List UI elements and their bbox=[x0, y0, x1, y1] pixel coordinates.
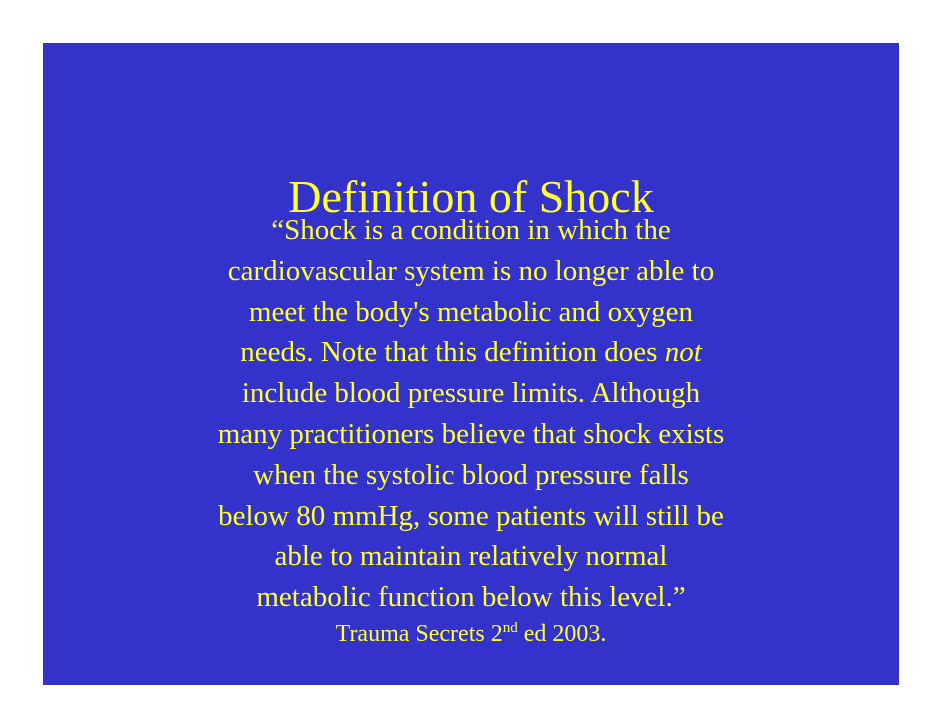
quote-line-3: meet the body's metabolic and oxygen bbox=[248, 295, 694, 328]
citation-prefix: Trauma Secrets 2 bbox=[335, 621, 503, 647]
quote-line-9: able to maintain relatively normal bbox=[274, 540, 668, 573]
quote-line-8: below 80 mmHg, some patients will still be bbox=[218, 499, 724, 532]
slide-title: Definition of Shock bbox=[288, 171, 654, 222]
slide bbox=[43, 43, 899, 685]
quote-line-7: when the systolic blood pressure falls bbox=[253, 458, 689, 491]
definition-quote bbox=[43, 210, 899, 618]
quote-line-10: metabolic function below this level.” bbox=[256, 581, 686, 614]
citation-superscript: nd bbox=[502, 620, 518, 636]
quote-line-4-text: needs. Note that this definition does bbox=[240, 336, 665, 369]
quote-emphasis-not: not bbox=[664, 336, 702, 369]
quote-line-5: include blood pressure limits. Although bbox=[241, 377, 701, 410]
citation bbox=[43, 619, 899, 649]
quote-line-2: cardiovascular system is no longer able to bbox=[227, 254, 715, 287]
quote-line-1: “Shock is a condition in which the bbox=[271, 214, 671, 246]
quote-line-4 bbox=[43, 332, 899, 373]
citation-suffix: ed 2003. bbox=[517, 621, 607, 647]
quote-line-6: many practitioners believe that shock exists bbox=[217, 417, 725, 450]
